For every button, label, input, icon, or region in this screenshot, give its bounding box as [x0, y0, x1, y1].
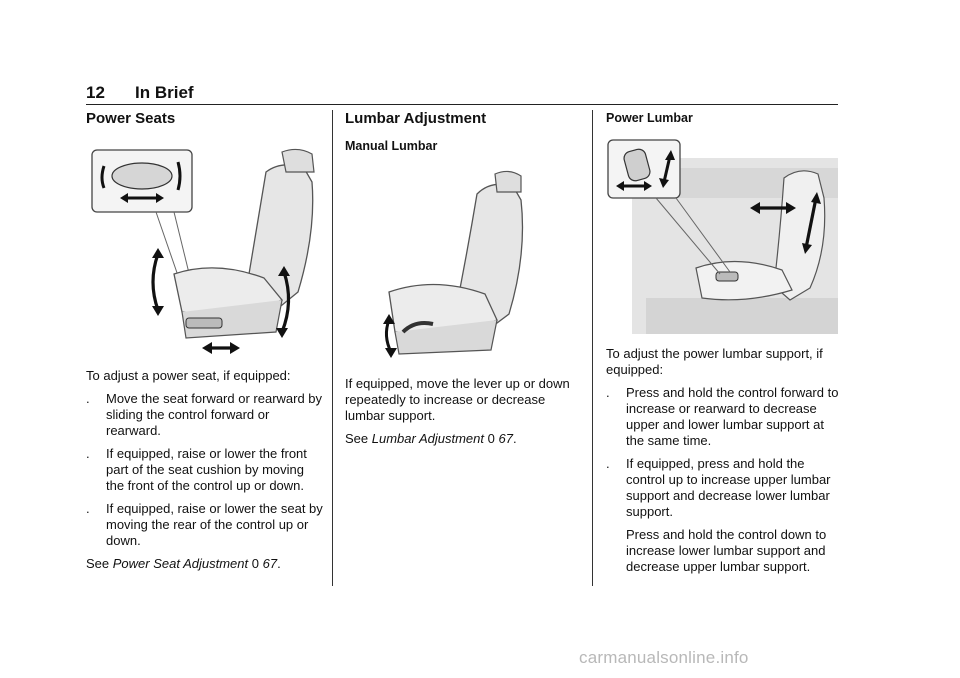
power-seats-column — [86, 110, 324, 572]
power-lumbar-illustration — [606, 138, 840, 334]
power-lumbar-bullet-2 — [606, 456, 840, 520]
page-header — [86, 82, 838, 105]
see-suffix: . — [512, 431, 517, 446]
bullet-glyph: . — [86, 501, 90, 516]
lumbar-adjustment-heading: Lumbar Adjustment — [345, 110, 487, 127]
bullet-glyph: . — [86, 446, 90, 461]
bullet-text: If equipped, raise or lower the front part of the seat cushion by moving the front of the control up or down. — [106, 446, 307, 493]
lumbar-adjustment-column — [345, 110, 577, 447]
section-title: In Brief — [135, 83, 194, 102]
power-seat-see-reference — [86, 556, 324, 572]
power-seat-bullet-1 — [86, 391, 324, 439]
page-ref-glyph: 0 — [487, 431, 495, 446]
reference-page-link[interactable]: 67 — [498, 431, 513, 446]
manual-lumbar-subheading: Manual Lumbar — [345, 139, 438, 153]
power-seats-intro: To adjust a power seat, if equipped: — [86, 368, 291, 383]
manual-lumbar-illustration — [345, 164, 577, 364]
reference-title-link[interactable]: Power Seat Adjustment — [112, 556, 249, 571]
column-divider-1 — [332, 110, 333, 586]
power-lumbar-bullet-1 — [606, 385, 840, 449]
lumbar-see-reference — [345, 431, 577, 447]
power-seats-heading: Power Seats — [86, 110, 176, 127]
bullet-text: If equipped, press and hold the control up to increase upper lumbar support and decrease lower lumbar support. — [626, 456, 831, 519]
bullet-text: If equipped, raise or lower the seat by moving the rear of the control up or down. — [106, 501, 323, 548]
bullet-text: Press and hold the control forward to increase or rearward to decrease upper and lower lumbar support at the same time. — [626, 385, 839, 448]
power-seat-illustration — [86, 142, 324, 358]
reference-title-link[interactable]: Lumbar Adjustment — [371, 431, 485, 446]
reference-page-link[interactable]: 67 — [262, 556, 278, 571]
power-lumbar-continuation: Press and hold the control down to increase lower lumbar support and decrease upper lumbar support. — [626, 527, 827, 574]
watermark: carmanualsonline.info — [579, 648, 749, 667]
see-prefix: See — [86, 556, 110, 571]
bullet-glyph: . — [606, 456, 610, 471]
see-suffix: . — [277, 556, 281, 571]
bullet-glyph: . — [606, 385, 610, 400]
page-ref-glyph: 0 — [251, 556, 259, 571]
manual-lumbar-text: If equipped, move the lever up or down repeatedly to increase or decrease lumbar support. — [345, 376, 570, 423]
bullet-text: Move the seat forward or rearward by sliding the control forward or rearward. — [106, 391, 323, 438]
see-prefix: See — [345, 431, 369, 446]
power-lumbar-column — [606, 110, 840, 575]
power-seat-bullet-3 — [86, 501, 324, 549]
power-lumbar-subheading: Power Lumbar — [606, 111, 693, 125]
power-lumbar-intro: To adjust the power lumbar support, if equipped: — [606, 346, 823, 377]
column-divider-2 — [592, 110, 593, 586]
power-seat-bullet-2 — [86, 446, 324, 494]
page-number: 12 — [86, 83, 105, 102]
bullet-glyph: . — [86, 391, 90, 406]
